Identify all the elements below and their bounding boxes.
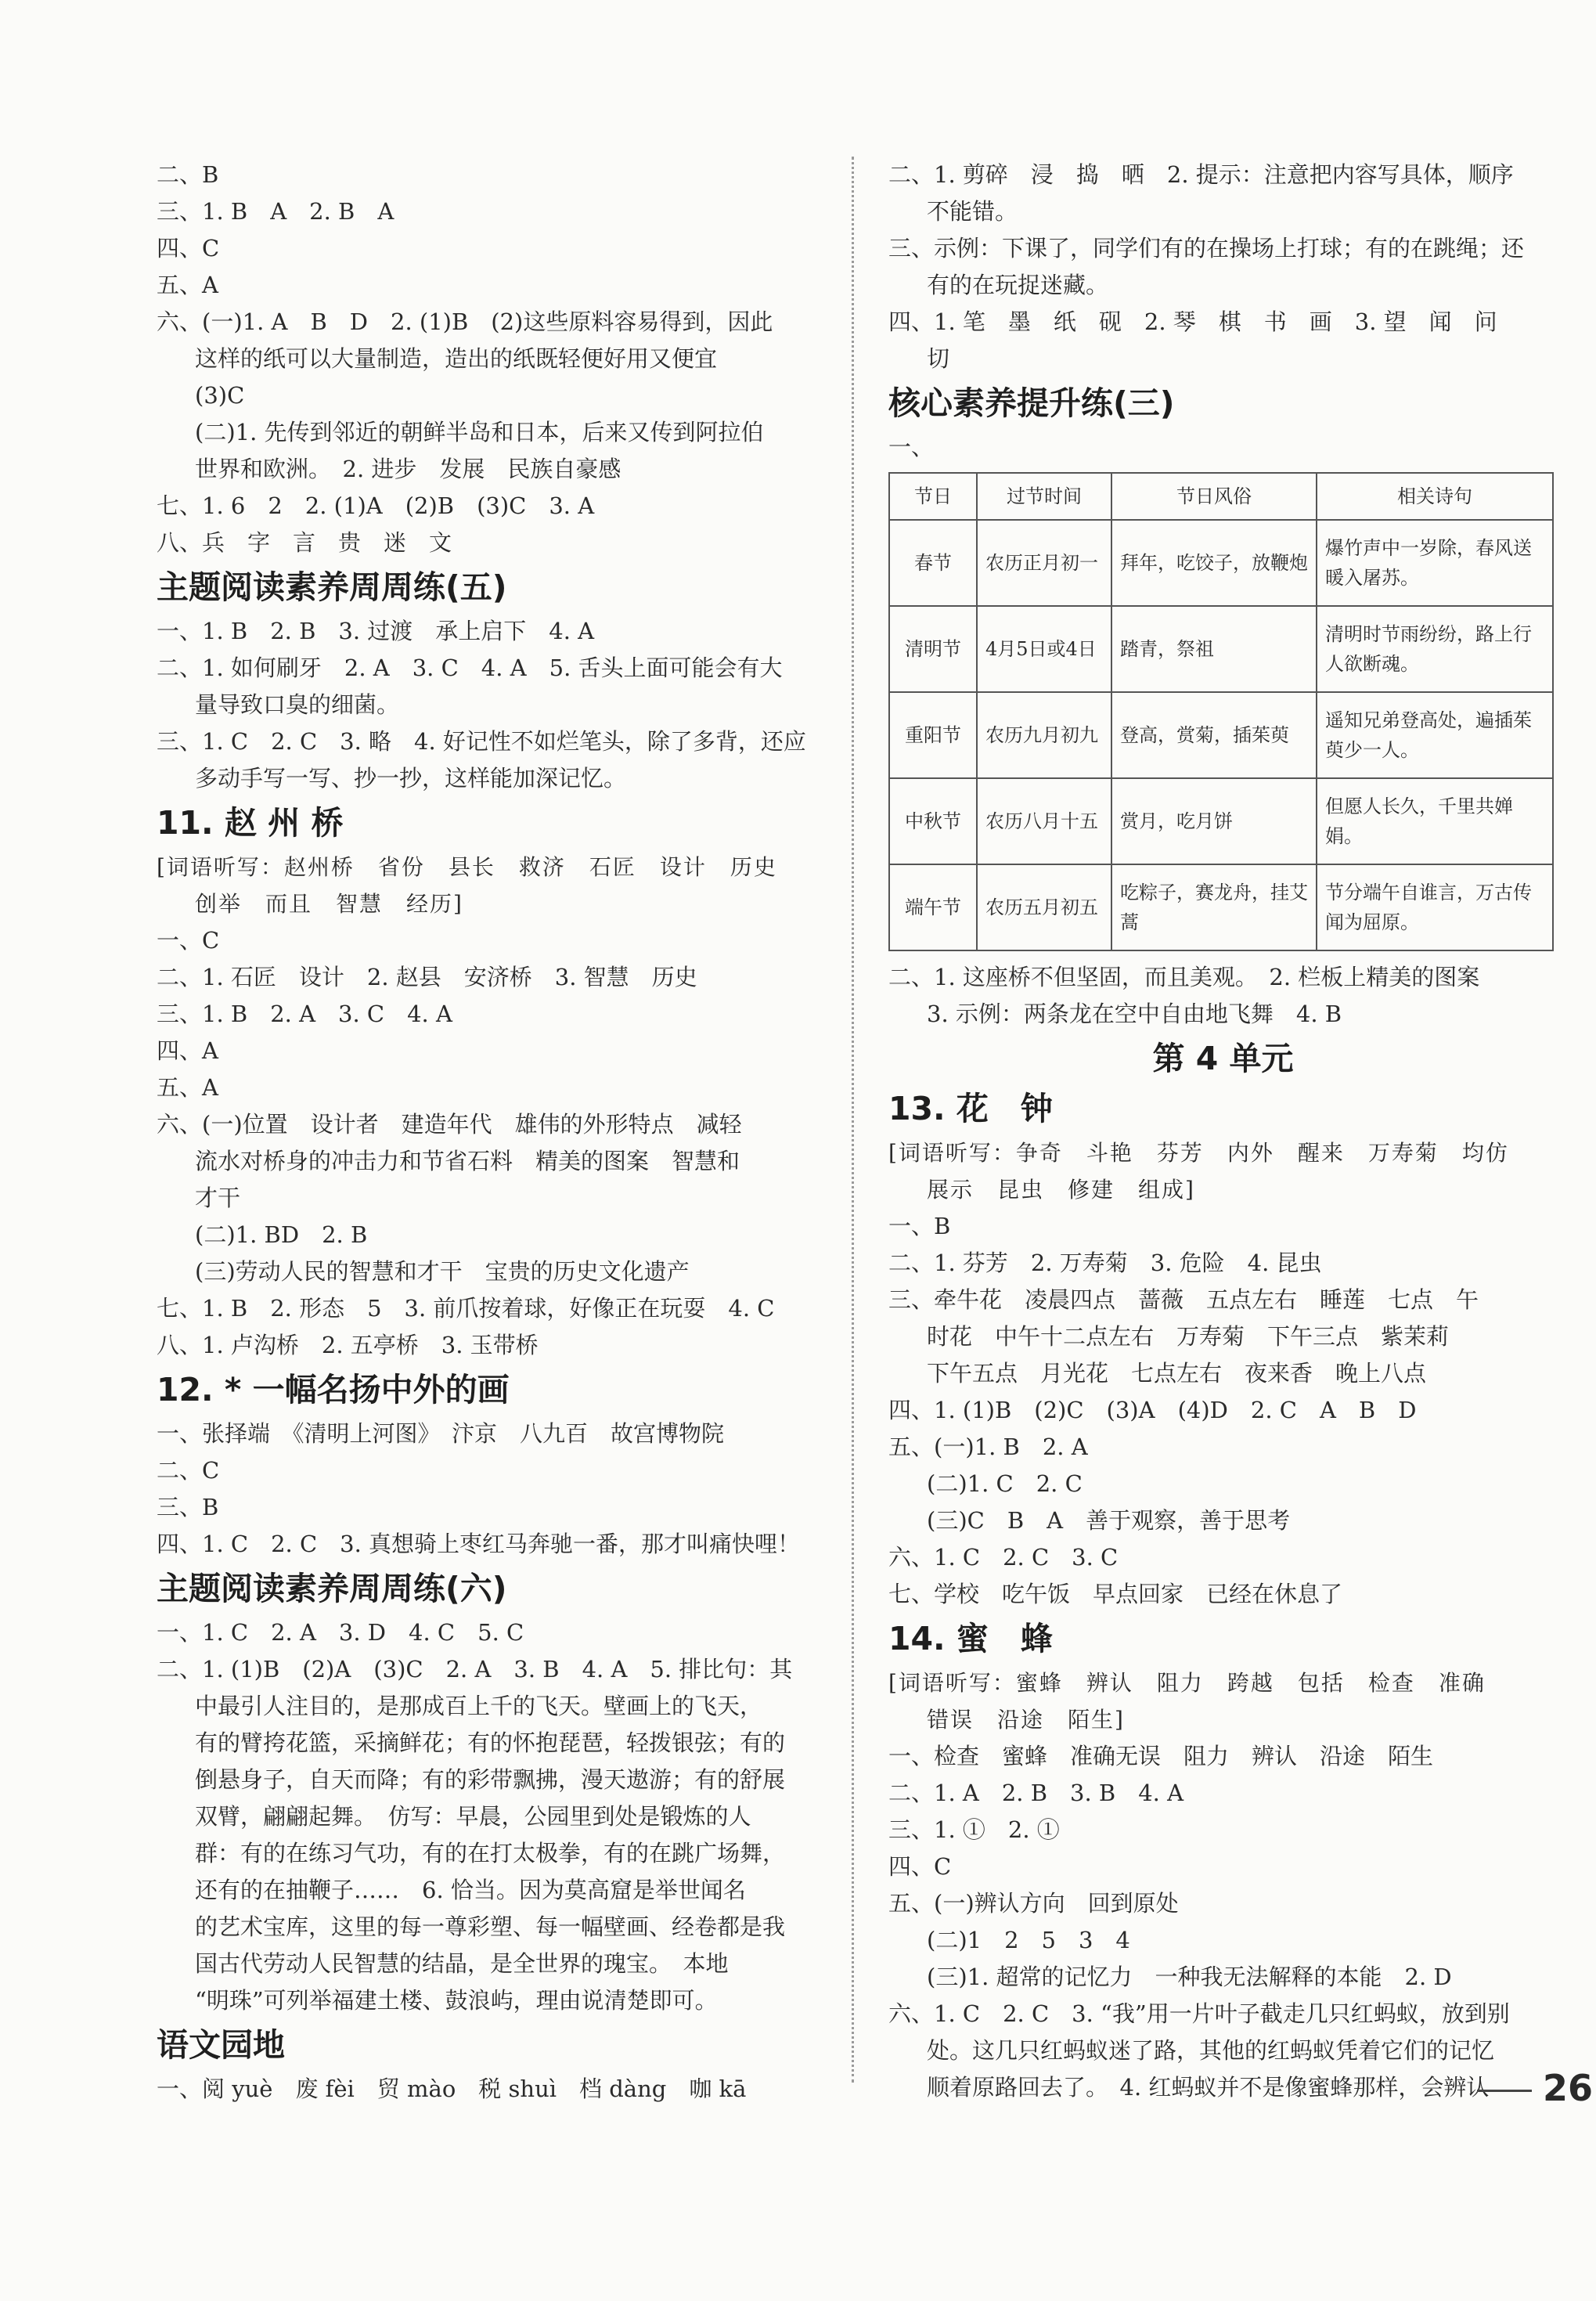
festival-table-cell: 4月5日或4日 <box>977 606 1111 692</box>
answer-line: (三)C B A 善于观察，善于思考 <box>927 1507 1291 1534</box>
answer-line: 世界和欧洲。 2. 进步 发展 民族自豪感 <box>195 456 621 482</box>
answer-line: 才干 <box>195 1185 241 1211</box>
answer-line: 有的臂挎花篮，采摘鲜花；有的怀抱琵琶，轻拨银弦；有的 <box>195 1729 786 1756</box>
festival-table-cell: 赏月，吃月饼 <box>1111 778 1317 864</box>
festival-table-row <box>889 778 1553 864</box>
answer-line: 一、B <box>888 1213 951 1239</box>
festival-table-cell: 吃粽子，赛龙舟，挂艾蒿 <box>1111 864 1317 950</box>
answer-line: 二、1. 这座桥不但坚固，而且美观。 2. 栏板上精美的图案 <box>888 964 1480 990</box>
answer-line: 一、张择端 《清明上河图》 汴京 八九百 故宫博物院 <box>157 1420 725 1447</box>
page-number-text: 26 <box>1542 2067 1593 2109</box>
answer-line: 下午五点 月光花 七点左右 夜来香 晚上八点 <box>927 1360 1427 1387</box>
answer-line: 顺着原路回去了。 4. 红蚂蚁并不是像蜜蜂那样，会辨认 <box>927 2074 1490 2101</box>
answer-line: 三、牵牛花 凌晨四点 蔷薇 五点左右 睡莲 七点 午 <box>888 1286 1479 1313</box>
answer-line: (二)1. BD 2. B <box>195 1221 368 1248</box>
answer-line: 处。这几只红蚂蚁迷了路，其他的红蚂蚁凭着它们的记忆 <box>927 2037 1495 2064</box>
answer-line: 三、1. B 2. A 3. C 4. A <box>157 1001 452 1027</box>
answer-line: 二、1. A 2. B 3. B 4. A <box>888 1780 1184 1806</box>
festival-table <box>888 472 1554 951</box>
answer-line: 一、1. C 2. A 3. D 4. C 5. C <box>157 1619 524 1646</box>
answer-line: 切 <box>927 345 950 372</box>
page-number-dash <box>1477 2090 1532 2092</box>
answer-line: 有的在玩捉迷藏。 <box>927 272 1109 298</box>
festival-table-header <box>889 473 1553 520</box>
answer-line: 二、1. 石匠 设计 2. 赵县 安济桥 3. 智慧 历史 <box>157 964 697 990</box>
right-column-top <box>888 157 1558 466</box>
section-heading: 14. 蜜 蜂 <box>888 1620 1053 1657</box>
answer-line: 双臂，翩翩起舞。 仿写：早晨，公园里到处是锻炼的人 <box>195 1803 751 1830</box>
answer-line: (三)劳动人民的智慧和才干 宝贵的历史文化遗产 <box>195 1258 690 1285</box>
answer-line: 四、1. 笔 墨 纸 砚 2. 琴 棋 书 画 3. 望 闻 问 <box>888 308 1497 335</box>
festival-table-header-cell: 过节时间 <box>977 473 1111 520</box>
answer-line: 七、1. B 2. 形态 5 3. 前爪按着球，好像正在玩耍 4. C <box>157 1295 775 1322</box>
answer-line: 四、1. C 2. C 3. 真想骑上枣红马奔驰一番，那才叫痛快哩！ <box>157 1531 801 1557</box>
festival-table-cell: 农历五月初五 <box>977 864 1111 950</box>
festival-table-body <box>889 520 1553 950</box>
festival-table-cell: 重阳节 <box>889 692 977 778</box>
answer-line: 还有的在抽鞭子…… 6. 恰当。因为莫高窟是举世闻名 <box>195 1877 746 1903</box>
page-number <box>1475 2067 1596 2109</box>
answer-line: 的艺术宝库，这里的每一尊彩塑、每一幅壁画、经卷都是我 <box>195 1913 786 1940</box>
festival-table-cell: 节分端午自谁言，万古传闻为屈原。 <box>1317 864 1553 950</box>
festival-table-cell: 春节 <box>889 520 977 606</box>
festival-table-cell: 农历正月初一 <box>977 520 1111 606</box>
answer-line: 三、1. C 2. C 3. 略 4. 好记性不如烂笔头，除了多背，还应 <box>157 728 806 755</box>
answer-line: 六、(一)1. A B D 2. (1)B (2)这些原料容易得到，因此 <box>157 308 773 335</box>
answer-line: (三)1. 超常的记忆力 一种我无法解释的本能 2. D <box>927 1964 1452 1990</box>
right-column-bottom <box>888 959 1558 2106</box>
answer-line: 二、1. 如何刷牙 2. A 3. C 4. A 5. 舌头上面可能会有大 <box>157 655 783 681</box>
column-divider <box>852 157 854 2083</box>
festival-table-row <box>889 864 1553 950</box>
festival-table-cell: 农历九月初九 <box>977 692 1111 778</box>
section-heading: 12. * 一幅名扬中外的画 <box>157 1371 510 1408</box>
answer-line: 四、A <box>157 1037 218 1064</box>
answer-line: 群：有的在练习气功，有的在打太极拳，有的在跳广场舞， <box>195 1840 786 1866</box>
festival-table-row <box>889 692 1553 778</box>
section-heading: 语文园地 <box>157 2026 285 2064</box>
festival-table-cell: 拜年，吃饺子，放鞭炮 <box>1111 520 1317 606</box>
answer-line: 四、C <box>888 1853 952 1880</box>
section-heading: 核心素养提升练(三) <box>888 384 1175 422</box>
answer-line: 五、(一)1. B 2. A <box>888 1434 1088 1460</box>
answer-line: 三、示例：下课了，同学们有的在操场上打球；有的在跳绳；还 <box>888 235 1525 261</box>
festival-table-cell: 登高，赏菊，插茱萸 <box>1111 692 1317 778</box>
vocab-dictation-line: [词语听写：赵州桥 省份 县长 救济 石匠 设计 历史 <box>157 854 777 880</box>
answer-line: 三、1. ① 2. ① <box>888 1816 1060 1843</box>
festival-table-cell: 但愿人长久，千里共婵娟。 <box>1317 778 1553 864</box>
festival-table-cell: 清明节 <box>889 606 977 692</box>
answer-line: 一、1. B 2. B 3. 过渡 承上启下 4. A <box>157 618 595 644</box>
festival-table-cell: 踏青，祭祖 <box>1111 606 1317 692</box>
vocab-dictation-line: 展示 昆虫 修建 组成] <box>927 1177 1195 1203</box>
answer-line: 七、1. 6 2 2. (1)A (2)B (3)C 3. A <box>157 492 595 519</box>
answer-line: 国古代劳动人民智慧的结晶，是全世界的瑰宝。 本地 <box>195 1950 729 1977</box>
answer-line: 四、C <box>157 235 220 261</box>
answer-line: (3)C <box>195 382 245 409</box>
answer-line: 一、C <box>157 927 220 954</box>
answer-line: 三、B <box>157 1494 219 1520</box>
section-heading: 13. 花 钟 <box>888 1090 1053 1127</box>
festival-table-cell: 端午节 <box>889 864 977 950</box>
vocab-dictation-line: [词语听写：蜜蜂 辨认 阻力 跨越 包括 检查 准确 <box>888 1670 1486 1696</box>
answer-line: 八、兵 字 言 贵 迷 文 <box>157 529 452 556</box>
answer-line: “明珠”可列举福建土楼、鼓浪屿，理由说清楚即可。 <box>195 1987 718 2014</box>
answer-line: 二、1. 剪碎 浸 捣 晒 2. 提示：注意把内容写具体，顺序 <box>888 161 1514 188</box>
answer-line: 二、1. 芬芳 2. 万寿菊 3. 危险 4. 昆虫 <box>888 1250 1322 1276</box>
answer-line: 一、检查 蜜蜂 准确无误 阻力 辨认 沿途 陌生 <box>888 1743 1434 1769</box>
answer-line: 六、1. C 2. C 3. C <box>888 1544 1119 1571</box>
festival-table-cell: 中秋节 <box>889 778 977 864</box>
answer-line: 五、(一)辨认方向 回到原处 <box>888 1890 1179 1917</box>
festival-table-cell: 农历八月十五 <box>977 778 1111 864</box>
festival-table-header-cell: 节日 <box>889 473 977 520</box>
vocab-dictation-line: 错误 沿途 陌生] <box>927 1707 1125 1733</box>
answer-line: 倒悬身子，自天而降；有的彩带飘拂，漫天遨游；有的舒展 <box>195 1766 786 1793</box>
answer-line: 多动手写一写、抄一抄，这样能加深记忆。 <box>195 765 627 792</box>
festival-table-row <box>889 606 1553 692</box>
section-heading: 第 4 单元 <box>1152 1040 1294 1077</box>
answer-line: 量导致口臭的细菌。 <box>195 691 400 718</box>
answer-line: 五、A <box>157 1074 218 1101</box>
answer-line: 这样的纸可以大量制造，造出的纸既轻便好用又便宜 <box>195 345 718 372</box>
vocab-dictation-line: [词语听写：争奇 斗艳 芬芳 内外 醒来 万寿菊 均仿 <box>888 1140 1509 1166</box>
section-heading: 11. 赵 州 桥 <box>157 804 344 842</box>
answer-line: 三、1. B A 2. B A <box>157 198 394 225</box>
answer-line: 中最引人注目的，是那成百上千的飞天。壁画上的飞天， <box>195 1693 763 1719</box>
answer-line: 六、1. C 2. C 3. “我”用一片叶子截走几只红蚂蚁，放到别 <box>888 2000 1510 2027</box>
festival-table-header-cell: 节日风俗 <box>1111 473 1317 520</box>
answer-line: (二)1. 先传到邻近的朝鲜半岛和日本，后来又传到阿拉伯 <box>195 419 764 445</box>
answer-line: 七、学校 吃午饭 早点回家 已经在休息了 <box>888 1581 1343 1607</box>
right-column <box>888 157 1558 2106</box>
left-column <box>157 157 814 2108</box>
answer-line: 3. 示例：两条龙在空中自由地飞舞 4. B <box>927 1001 1342 1027</box>
festival-table-row <box>889 520 1553 606</box>
answer-line: 四、1. (1)B (2)C (3)A (4)D 2. C A B D <box>888 1397 1417 1423</box>
answer-line: 二、B <box>157 161 219 188</box>
answer-line: (二)1 2 5 3 4 <box>927 1927 1130 1953</box>
section-heading: 主题阅读素养周周练(六) <box>157 1570 507 1607</box>
answer-line: 时花 中午十二点左右 万寿菊 下午三点 紫茉莉 <box>927 1323 1450 1350</box>
vocab-dictation-line: 创举 而且 智慧 经历] <box>195 891 463 917</box>
festival-table-cell: 清明时节雨纷纷，路上行人欲断魂。 <box>1317 606 1553 692</box>
section-heading: 主题阅读素养周周练(五) <box>157 568 507 606</box>
answer-line: (二)1. C 2. C <box>927 1470 1083 1497</box>
answer-line: 五、A <box>157 272 218 298</box>
answer-line: 八、1. 卢沟桥 2. 五亭桥 3. 玉带桥 <box>157 1332 539 1358</box>
festival-table-cell: 遥知兄弟登高处，遍插茱萸少一人。 <box>1317 692 1553 778</box>
answer-line: 一、 <box>888 434 935 460</box>
answer-line: 流水对桥身的冲击力和节省石料 精美的图案 智慧和 <box>195 1148 740 1174</box>
festival-table-cell: 爆竹声中一岁除，春风送暖入屠苏。 <box>1317 520 1553 606</box>
answer-line: 不能错。 <box>927 198 1018 225</box>
festival-table-header-cell: 相关诗句 <box>1317 473 1553 520</box>
answer-line: 二、1. (1)B (2)A (3)C 2. A 3. B 4. A 5. 排比句：其 <box>157 1656 793 1682</box>
answer-line: 一、阅 yuè 废 fèi 贸 mào 税 shuì 档 dàng 咖 kā <box>157 2076 747 2102</box>
answer-line: 六、(一)位置 设计者 建造年代 雄伟的外形特点 减轻 <box>157 1111 742 1138</box>
answer-line: 二、C <box>157 1457 220 1484</box>
